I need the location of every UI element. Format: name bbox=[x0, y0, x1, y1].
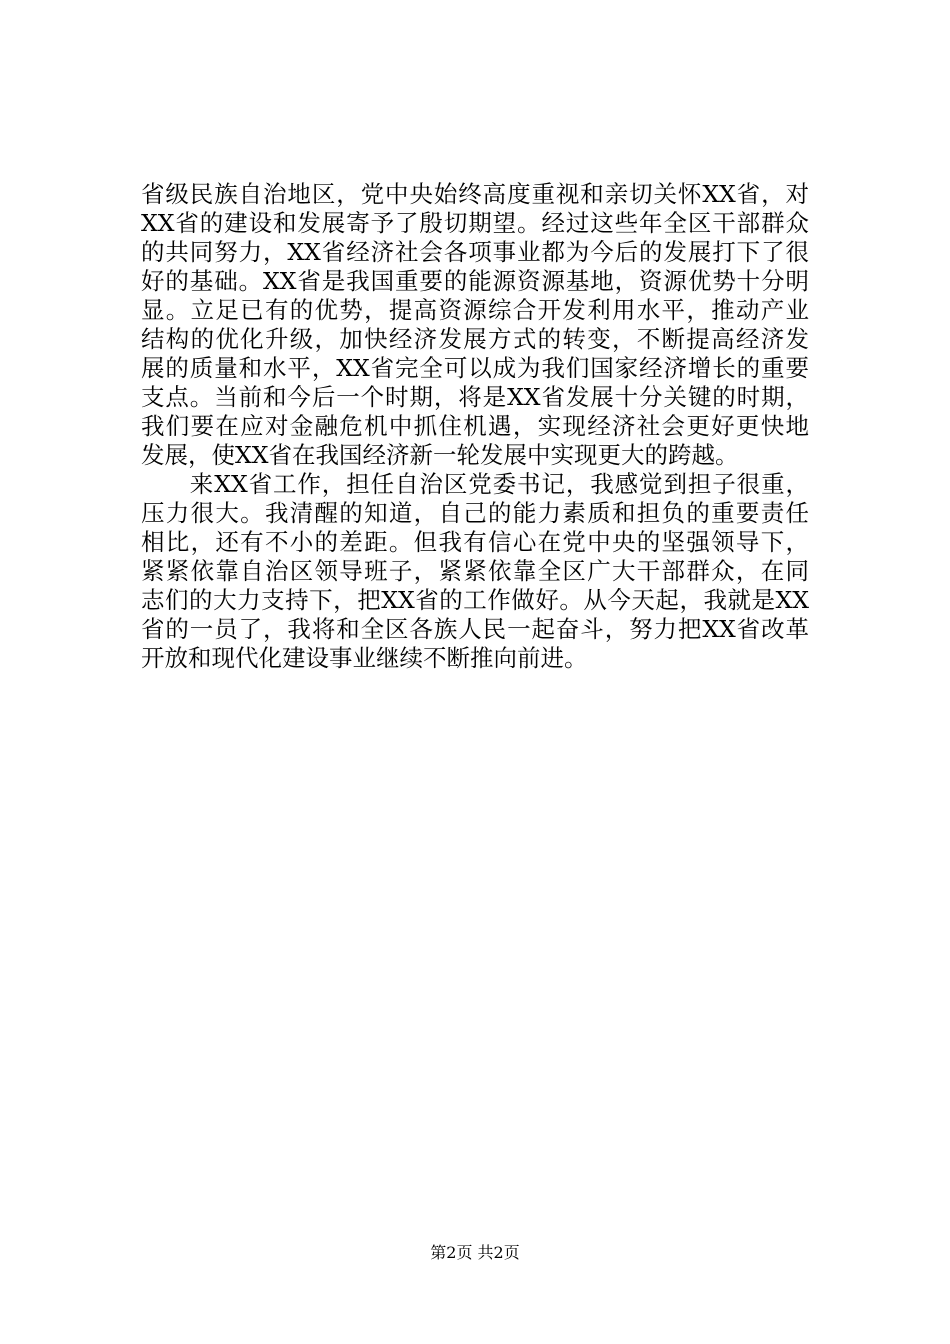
text-line: 紧紧依靠自治区领导班子，紧紧依靠全区广大干部群众，在同 bbox=[141, 557, 809, 585]
text-line: 发展，使XX省在我国经济新一轮发展中实现更大的跨越。 bbox=[141, 441, 739, 469]
page-number-footer: 第2页 共2页 bbox=[430, 1243, 520, 1262]
text-line: 省级民族自治地区，党中央始终高度重视和亲切关怀XX省，对 bbox=[141, 180, 809, 208]
text-line: 压力很大。我清醒的知道，自己的能力素质和担负的重要责任 bbox=[141, 499, 809, 527]
text-line: 展的质量和水平，XX省完全可以成为我们国家经济增长的重要 bbox=[141, 354, 809, 382]
text-line: 相比，还有不小的差距。但我有信心在党中央的坚强领导下， bbox=[141, 528, 809, 556]
text-line: XX省的建设和发展寄予了殷切期望。经过这些年全区干部群众 bbox=[141, 209, 809, 237]
text-line: 支点。当前和今后一个时期，将是XX省发展十分关键的时期， bbox=[141, 383, 809, 411]
text-line: 显。立足已有的优势，提高资源综合开发利用水平，推动产业 bbox=[141, 296, 809, 324]
text-line: 的共同努力，XX省经济社会各项事业都为今后的发展打下了很 bbox=[141, 238, 809, 266]
text-line: 开放和现代化建设事业继续不断推向前进。 bbox=[141, 644, 588, 672]
text-line: 省的一员了，我将和全区各族人民一起奋斗，努力把XX省改革 bbox=[141, 615, 809, 643]
text-line: 志们的大力支持下，把XX省的工作做好。从今天起，我就是XX bbox=[141, 586, 809, 614]
document-body bbox=[141, 180, 809, 673]
text-line: 来XX省工作，担任自治区党委书记，我感觉到担子很重， bbox=[141, 470, 809, 498]
text-line: 结构的优化升级，加快经济发展方式的转变，不断提高经济发 bbox=[141, 325, 809, 353]
text-line: 我们要在应对金融危机中抓住机遇，实现经济社会更好更快地 bbox=[141, 412, 809, 440]
text-line: 好的基础。XX省是我国重要的能源资源基地，资源优势十分明 bbox=[141, 267, 809, 295]
